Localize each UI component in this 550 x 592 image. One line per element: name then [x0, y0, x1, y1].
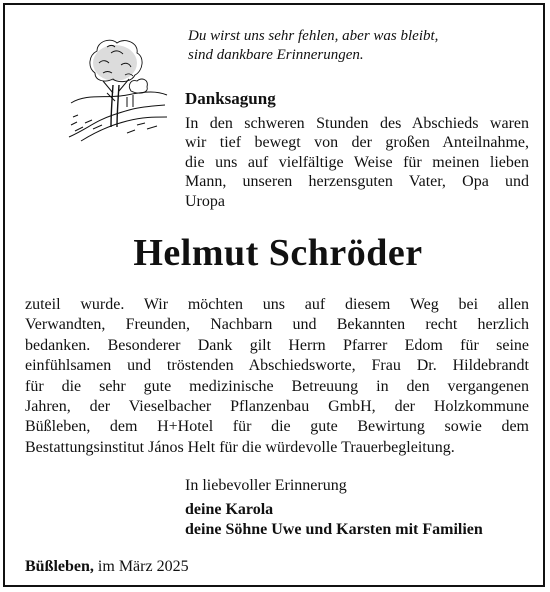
- date-text: im März 2025: [97, 558, 189, 575]
- deceased-name: Helmut Schröder: [133, 232, 423, 274]
- body-line: bedanken. Besonderer Dank gilt Herrn Pfarrer Edom für seine: [25, 336, 529, 354]
- tree-landscape-icon: [67, 33, 169, 143]
- body-line: für die sehr gute medizinische Betreuung in den vergangenen: [25, 377, 529, 395]
- body-paragraph: [25, 295, 529, 458]
- intro-line: Uropa: [185, 192, 225, 210]
- body-line: Büßleben, dem H+Hotel für die gute Bewirtung sowie dem: [25, 418, 529, 436]
- closing-phrase: In liebevoller Erinnerung: [185, 477, 347, 494]
- obituary-card: [3, 3, 545, 587]
- heading-danksagung: Danksagung: [185, 89, 276, 108]
- intro-line: die uns auf vielfältige Weise für meinen lieben: [185, 153, 529, 171]
- signature-line: deine Karola: [185, 501, 274, 518]
- body-line: zuteil wurde. Wir möchten uns auf diesem Weg bei allen: [25, 296, 529, 313]
- intro-line: Mann, unseren herzensguten Vater, Opa und: [185, 173, 529, 191]
- place-name: Büßleben,: [25, 558, 94, 575]
- body-line: Jahren, der Vieselbacher Pflanzenbau GmbH, der Holzkommune: [25, 398, 529, 416]
- body-line: Verwandten, Freunden, Nachbarn und Bekannten recht herzlich: [25, 316, 529, 334]
- place-date: [25, 558, 189, 576]
- intro-line: In den schweren Stunden des Abschieds waren: [185, 115, 529, 132]
- body-line: einfühlsamen und tröstenden Abschiedsworte, Frau Dr. Hildebrandt: [25, 357, 529, 375]
- intro-paragraph: [185, 114, 529, 211]
- motto-line: Du wirst uns sehr fehlen, aber was bleibt,: [188, 28, 439, 44]
- motto-quote: [188, 27, 538, 65]
- motto-line: sind dankbare Erinnerungen.: [188, 47, 364, 63]
- intro-line: wir tief bewegt von der großen Anteilnahme,: [185, 134, 529, 152]
- body-line: Bestattungsinstitut János Helt für die würdevolle Trauerbegleitung.: [25, 438, 455, 456]
- signature-line: deine Söhne Uwe und Karsten mit Familien: [185, 521, 483, 538]
